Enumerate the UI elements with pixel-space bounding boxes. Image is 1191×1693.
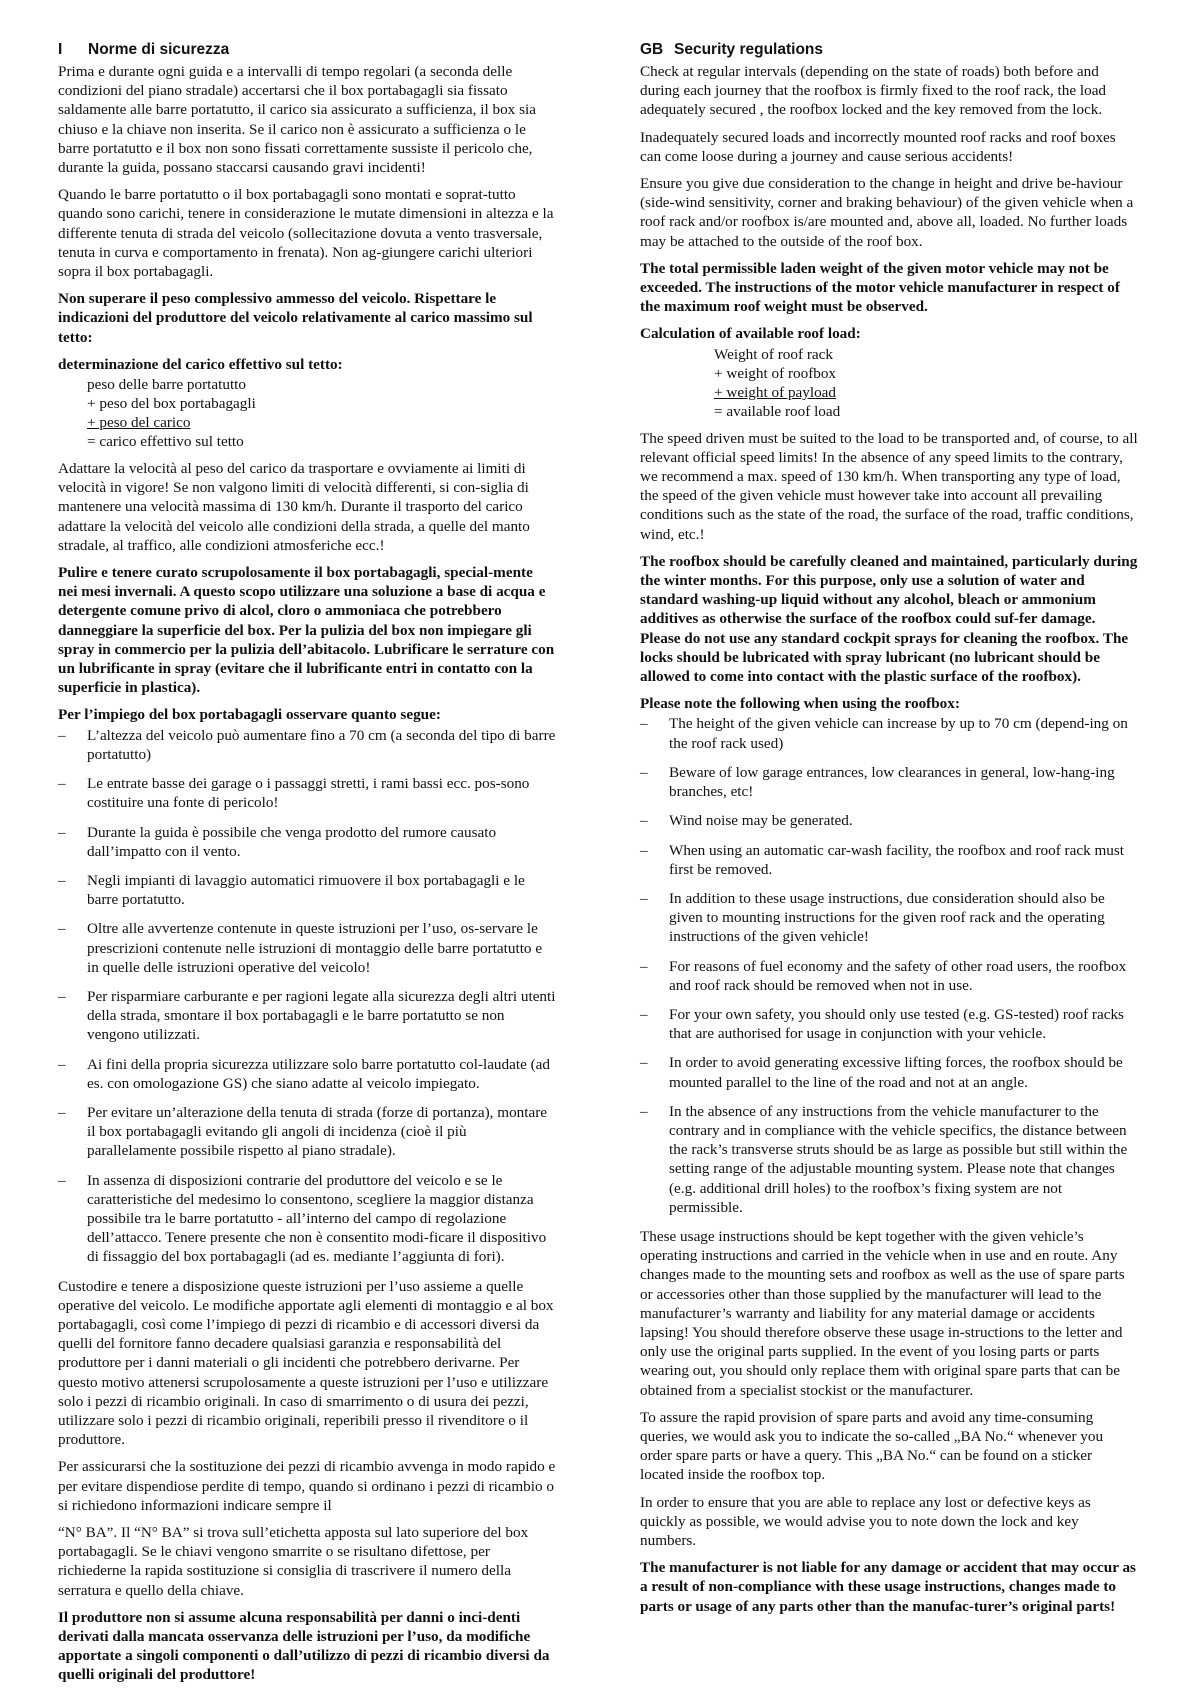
it-list-item-7: – Ai fini della propria sicurezza utilizzare solo barre portatutto col-laudate (ad es. con omologazione GS) che siano adatte al veicolo impiegato. [58, 1055, 556, 1093]
gb-list-title: Please note the following when using the roofbox: [640, 695, 960, 713]
gb-list-item-4: – When using an automatic car-wash facility, the roofbox and roof rack must first be removed. [640, 841, 1138, 879]
english-column [640, 40, 1138, 1624]
english-section-heading [640, 40, 1138, 60]
it-paragraph-1: Prima e durante ogni guida e a intervalli di tempo regolari (a seconda delle condizioni del piano stradale) accertarsi che il box portabagagli sia fissato saldamente alle barre portatutto, il carico sia assicurato a sufficienza, il box sia chiuso e la chiave non inserita. Se il carico non è assicurato a sufficienza o le barre portatutto e il box non sono fissati correttamente sussiste il pericolo che, durante la guida, possano staccarsi causando gravi incidenti! [58, 63, 536, 177]
italian-section-title: Norme di sicurezza [88, 41, 230, 58]
gb-calc-line-3 [640, 383, 1138, 402]
it-list-item-5: – Oltre alle avvertenze contenute in queste istruzioni per l’uso, os-servare le prescrizioni contenute nelle istruzioni di montaggio delle barre portatutto e in quelle delle istruzioni operative del veicolo! [58, 919, 556, 977]
language-code-gb: GB [640, 41, 664, 58]
gb-usage-list [640, 714, 1138, 1216]
it-paragraph-2: Quando le barre portatutto o il box portabagagli sono montati e soprat-tutto quando sono carichi, tenere in considerazione le mutate dimensioni in altezza e la differente tenuta di strada del veicolo (sollecitazione dovuta a vento trasversale, tenuta in curva e comportamento in frenata). Non ag-giungere carichi ulteriori sopra il box portabagagli. [58, 186, 554, 281]
gb-list-item-3: – Wind noise may be generated. [640, 811, 1138, 830]
gb-paragraph-2: Inadequately secured loads and incorrectly mounted roof racks and roof boxes can come loose during a journey and cause serious accidents! [640, 128, 1116, 165]
gb-calc-list [640, 345, 1138, 421]
it-calc-line-3 [58, 413, 556, 432]
gb-calc-line-2: + weight of roofbox [714, 364, 837, 382]
language-code-it: I [58, 41, 63, 58]
it-calc-line-1: peso delle barre portatutto [87, 376, 246, 394]
it-list-item-1: – L’altezza del veicolo può aumentare fino a 70 cm (a seconda del tipo di barre portatutto) [58, 726, 556, 764]
gb-calc-title: Calculation of available roof load: [640, 325, 861, 343]
it-paragraph-8: “N° BA”. Il “N° BA” si trova sull’etichetta apposta sul lato superiore del box portabagagli. Se le chiavi vengono smarrite o se risultano difettose, per richiederne la rapida sostituzione si consiglia di trascrivere il numero della serratura e quello della chiave. [58, 1524, 529, 1599]
it-calc-list [58, 375, 556, 451]
gb-list-item-9: – In the absence of any instructions from the vehicle manufacturer to the contrary and in compliance with the vehicle specifics, the distance between the rack’s transverse struts should be as large as possible but still within the setting range of the adjustable mounting system. Please note that changes (e.g. additional drill holes) to the roofbox’s fixing system are not permissible. [640, 1102, 1138, 1217]
it-list-item-9: – In assenza di disposizioni contrarie del produttore del veicolo e se le caratteristiche del medesimo lo consentono, scegliere la maggior distanza possibile tra le barre portatutto - all’interno del campo di regolazione dell’attacco. Tenere presente che non è consentito modi-ficare il dispositivo di fissaggio del box portabagagli (ad es. mediante l’aggiunta di fori). [58, 1171, 556, 1267]
it-paragraph-3-bold: Non superare il peso complessivo ammesso del veicolo. Rispettare le indicazioni del produttore del veicolo relativamente al carico massimo sul tetto: [58, 290, 533, 346]
gb-paragraph-10-bold: The manufacturer is not liable for any damage or accident that may occur as a result of non-compliance with these usage instructions, changes made to parts or usage of any parts other than the manufac-turer’s original parts! [640, 1559, 1136, 1615]
gb-paragraph-4-bold: The total permissible laden weight of the given motor vehicle may not be exceeded. The instructions of the motor vehicle manufacturer in respect of the maximum roof weight must be observed. [640, 259, 1120, 316]
gb-list-item-6: – For reasons of fuel economy and the safety of other road users, the roofbox and roof rack should be removed when not in use. [640, 957, 1138, 995]
it-calc-line-2: + peso del box portabagagli [87, 395, 256, 413]
it-calc-title: determinazione del carico effettivo sul tetto: [58, 355, 343, 373]
it-list-item-4: – Negli impianti di lavaggio automatici rimuovere il box portabagagli e le barre portatutto. [58, 871, 556, 909]
gb-list-item-5: – In addition to these usage instructions, due consideration should also be given to mounting instructions for the given roof rack and the operating instructions of the given vehicle! [640, 889, 1138, 947]
gb-paragraph-5: The speed driven must be suited to the load to be transported and, of course, to all relevant official speed limits! In the absence of any speed limits to the contrary, we recommend a max. speed of 130 km/h. When transporting any type of load, the speed of the given vehicle must however take into account all prevailing conditions such as the state of the road, the surface of the road, traffic conditions, wind, etc.! [640, 429, 1138, 543]
gb-list-item-7: – For your own safety, you should only use tested (e.g. GS-tested) roof racks that are authorised for usage in conjunction with your vehicle. [640, 1005, 1138, 1043]
it-list-item-8: – Per evitare un’alterazione della tenuta di strada (forze di portanza), montare il box portabagagli evitando gli angoli di incidenza (cioè il più parallelamente possibile rispetto al piano stradale). [58, 1103, 556, 1161]
gb-calc-line-3-text: + weight of payload [714, 383, 837, 401]
english-section-title: Security regulations [674, 41, 824, 58]
italian-section-heading [58, 40, 556, 60]
it-paragraph-9-bold: Il produttore non si assume alcuna responsabilità per danni o inci-denti derivati dalla mancata osservanza delle istruzioni per l’uso, da modifiche apportate a singoli componenti o dall’utilizzo di pezzi di ricambio diversi da quelli originali del produttore! [58, 1608, 550, 1684]
it-paragraph-5-bold: Pulire e tenere curato scrupolosamente il box portabagagli, special-mente nei mesi invernali. A questo scopo utilizzare una soluzione a base di acqua e detergente comune privo di alcol, cloro o ammoniaca che potrebbero danneggiare la superficie del box. Per la pulizia del box non impiegare gli spray in commercio per la pulizia dell’abitacolo. Lubrificare le serrature con un lubrificante in spray (evitare che il lubrificante entri in contatto con la superficie in plastica). [58, 564, 555, 697]
it-list-title: Per l’impiego del box portabagagli osservare quanto segue: [58, 706, 441, 724]
gb-paragraph-3: Ensure you give due consideration to the change in height and drive be-haviour (side-wind sensitivity, corner and braking behaviour) of the given vehicle when a roof rack and/or roofbox is/are mounted and, above all, loaded. No further loads may be attached to the outside of the roof box. [640, 175, 1134, 250]
gb-paragraph-8: To assure the rapid provision of spare parts and avoid any time-consuming queries, we would ask you to indicate the so-called „BA No.“ whenever you order spare parts or have a query. This „BA No.“ can be found on a sticker located inside the roofbox top. [640, 1408, 1104, 1484]
it-paragraph-6: Custodire e tenere a disposizione queste istruzioni per l’uso assieme a quelle operative del veicolo. Le modifiche apportate agli elementi di montaggio e al box portabagagli, così come l’impiego di pezzi di ricambio e di accessori diversi da quelli del fornitore fanno decadere qualsiasi garanzia e responsabilità del produttore per i danni materiali o gli incidenti che potrebbero derivarne. Per questo motivo attenersi scrupolosamente a queste istruzioni per l’uso e utilizzare solo i pezzi di ricambio originali. In caso di smarrimento o di usura dei pezzi, utilizzare solo i pezzi di ricambio originali, reperibili presso il rivenditore o il produttore. [58, 1277, 554, 1449]
it-calc-line-3-text: + peso del carico [87, 414, 191, 432]
gb-calc-line-4: = available roof load [714, 402, 841, 420]
italian-column [58, 40, 556, 1693]
it-list-item-3: – Durante la guida è possibile che venga prodotto del rumore causato dall’impatto con il vento. [58, 823, 556, 861]
gb-paragraph-1: Check at regular intervals (depending on the state of roads) both before and during each journey that the roofbox is firmly fixed to the roof rack, the load adequately secured , the roofbox locked and the key removed from the lock. [640, 63, 1107, 119]
gb-paragraph-6-bold: The roofbox should be carefully cleaned and maintained, particularly during the winter months. For this purpose, only use a solution of water and standard washing-up liquid without any alcohol, bleach or ammonium additives as otherwise the surface of the roofbox could suf-fer damage. Please do not use any standard cockpit sprays for cleaning the roofbox. The locks should be lubricated with spray lubricant (no lubricant should be allowed to come into contact with the plastic surface of the roofbox). [640, 552, 1138, 686]
gb-calc-line-1: Weight of roof rack [714, 345, 833, 363]
gb-list-item-1: – The height of the given vehicle can increase by up to 70 cm (depend-ing on the roof rack used) [640, 714, 1138, 752]
gb-list-item-8: – In order to avoid generating excessive lifting forces, the roofbox should be mounted parallel to the line of the road and not at an angle. [640, 1053, 1138, 1091]
gb-paragraph-9: In order to ensure that you are able to replace any lost or defective keys as quickly as possible, we would advise you to note down the lock and key numbers. [640, 1493, 1091, 1549]
gb-list-item-2: – Beware of low garage entrances, low clearances in general, low-hang-ing branches, etc! [640, 763, 1138, 801]
it-list-item-6: – Per risparmiare carburante e per ragioni legate alla sicurezza degli altri utenti della strada, smontare il box portabagagli e le barre portatutto se non vengono utilizzati. [58, 987, 556, 1045]
gb-paragraph-7: These usage instructions should be kept together with the given vehicle’s operating instructions and carried in the vehicle when in use and en route. Any changes made to the mounting sets and roofbox as well as the use of spare parts or accessories other than those supplied by the manufacturer will lead to the manufacturer’s warranty and liability for any material damage or accidents lapsing! You should therefore observe these usage in-structions to the letter and only use the original parts supplied. In the event of you losing parts or parts wearing out, you should only replace them with original spare parts that can be obtained from a specialist stockist or the manufacturer. [640, 1227, 1125, 1399]
it-paragraph-4: Adattare la velocità al peso del carico da trasportare e ovviamente ai limiti di velocità in vigore! Se non valgono limiti di velocità differenti, si con-siglia di mantenere una velocità massima di 130 km/h. Durante il trasporto del carico adattare la velocità del veicolo alle condizioni della strada, a quelle del manto stradale, al traffico, alle condizioni atmosferiche ecc.! [58, 460, 530, 554]
it-list-item-2: – Le entrate basse dei garage o i passaggi stretti, i rami bassi ecc. pos-sono costituire una fonte di pericolo! [58, 774, 556, 812]
it-calc-line-4: = carico effettivo sul tetto [87, 433, 244, 451]
it-usage-list [58, 726, 556, 1267]
it-paragraph-7: Per assicurarsi che la sostituzione dei pezzi di ricambio avvenga in modo rapido e per evitare dispendiose perdite di tempo, quando si ordinano i pezzi di ricambio o si richiedono informazioni indicare sempre il [58, 1458, 556, 1514]
